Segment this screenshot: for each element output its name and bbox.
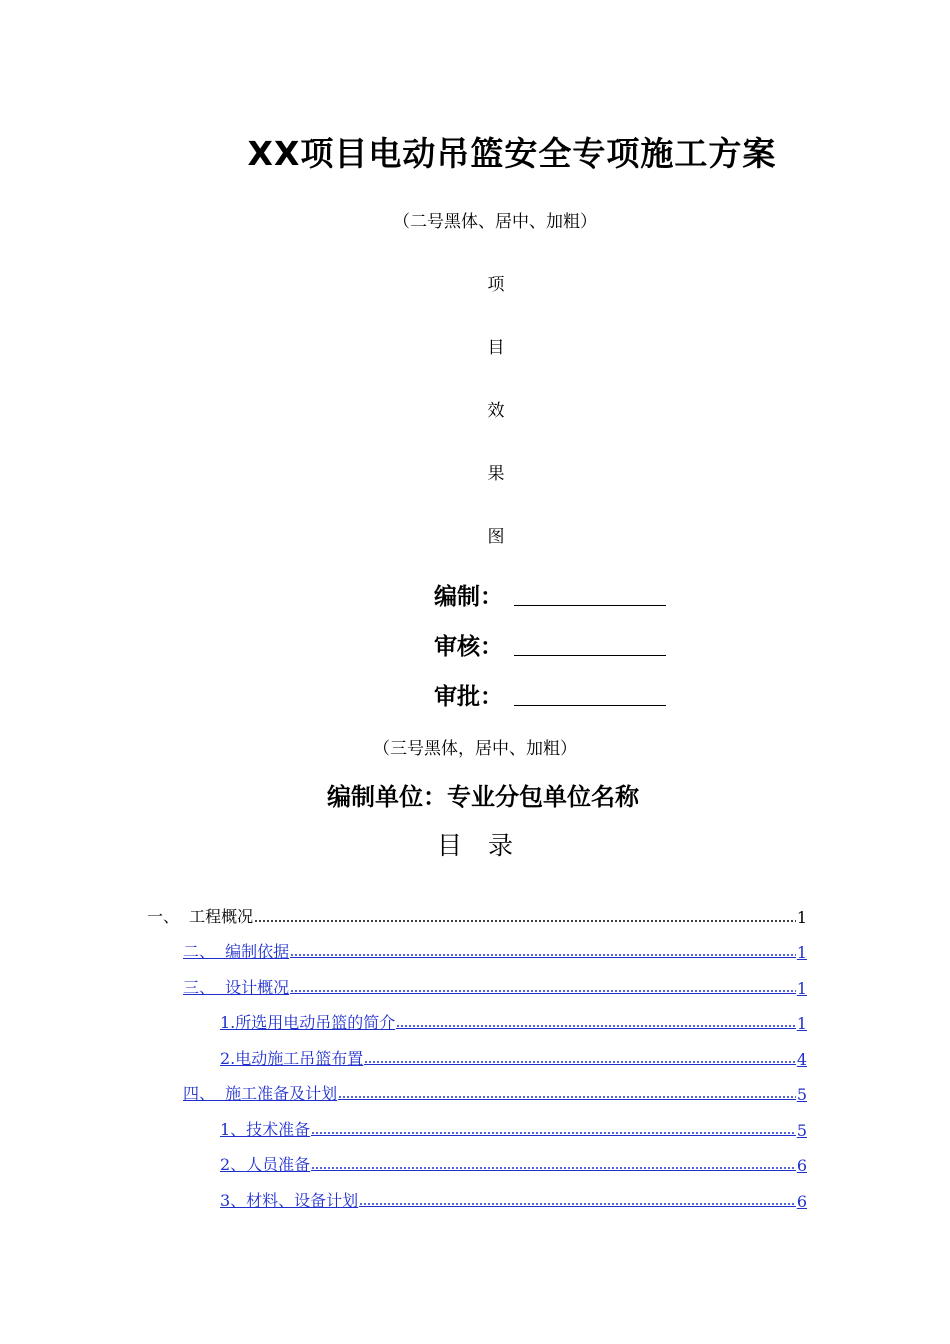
signature-row-reviewer — [434, 628, 503, 662]
toc-entry-link[interactable] — [183, 938, 807, 962]
placeholder-char: 目 — [487, 338, 505, 358]
toc-leader-dots — [338, 1093, 796, 1100]
toc-entry-page: 5 — [796, 1121, 807, 1140]
toc-entry-label: 3、材料、设备计划 — [220, 1191, 359, 1210]
toc-entry-page: 4 — [796, 1050, 807, 1069]
toc-leader-dots — [359, 1200, 796, 1207]
toc-leader-dots — [396, 1022, 796, 1029]
toc-entry-page: 5 — [796, 1085, 807, 1104]
toc-entry-label: 2、人员准备 — [220, 1155, 311, 1174]
placeholder-char: 项 — [487, 275, 505, 295]
signature-blank-line[interactable] — [514, 605, 666, 606]
toc-entry-link[interactable] — [220, 1116, 807, 1140]
organization-line: 编制单位：专业分包单位名称 — [327, 783, 639, 811]
signature-label: 编制： — [434, 584, 503, 610]
toc-entry-page: 1 — [796, 943, 807, 962]
signature-row-approver — [434, 678, 503, 712]
signature-row-compiler — [434, 578, 503, 612]
toc-entry-link[interactable] — [220, 1187, 807, 1211]
toc-entry-link[interactable] — [183, 1080, 807, 1104]
toc-entry-page: 6 — [796, 1192, 807, 1211]
toc-entry-link[interactable] — [220, 1009, 807, 1033]
toc-entry-label: 2.电动施工吊篮布置 — [220, 1049, 364, 1068]
toc-entry-label: 一、 工程概况 — [147, 907, 254, 926]
toc-entry-link[interactable] — [220, 1151, 807, 1175]
toc-entry-link[interactable] — [183, 974, 807, 998]
toc-leader-dots — [364, 1058, 796, 1065]
toc-entry-page: 1 — [796, 908, 807, 927]
toc-entry-page: 6 — [796, 1156, 807, 1175]
toc-heading: 目录 — [436, 831, 539, 860]
toc-entry-link[interactable] — [220, 1045, 807, 1069]
signature-format-note: （三号黑体，居中、加粗） — [373, 739, 577, 759]
title-format-note: （二号黑体、居中、加粗） — [393, 212, 597, 232]
placeholder-char: 效 — [487, 401, 505, 421]
toc-entry-label: 二、 编制依据 — [183, 942, 290, 961]
toc-entry-label: 三、 设计概况 — [183, 978, 290, 997]
toc-leader-dots — [311, 1129, 796, 1136]
signature-blank-line[interactable] — [514, 655, 666, 656]
document-title: XX项目电动吊篮安全专项施工方案 — [247, 134, 777, 173]
signature-label: 审核： — [434, 634, 503, 660]
signature-label: 审批： — [434, 684, 503, 710]
toc-entry-label: 1、技术准备 — [220, 1120, 311, 1139]
toc-leader-dots — [254, 917, 796, 923]
toc-entry-page: 1 — [796, 1014, 807, 1033]
toc-leader-dots — [290, 951, 796, 958]
toc-leader-dots — [290, 987, 796, 994]
signature-blank-line[interactable] — [514, 705, 666, 706]
toc-entry-label: 四、 施工准备及计划 — [183, 1084, 338, 1103]
toc-entry[interactable] — [147, 903, 807, 927]
toc-entry-label: 1.所选用电动吊篮的简介 — [220, 1013, 396, 1032]
toc-entry-page: 1 — [796, 979, 807, 998]
placeholder-char: 果 — [487, 464, 505, 484]
placeholder-char: 图 — [487, 527, 505, 547]
toc-leader-dots — [311, 1164, 796, 1171]
